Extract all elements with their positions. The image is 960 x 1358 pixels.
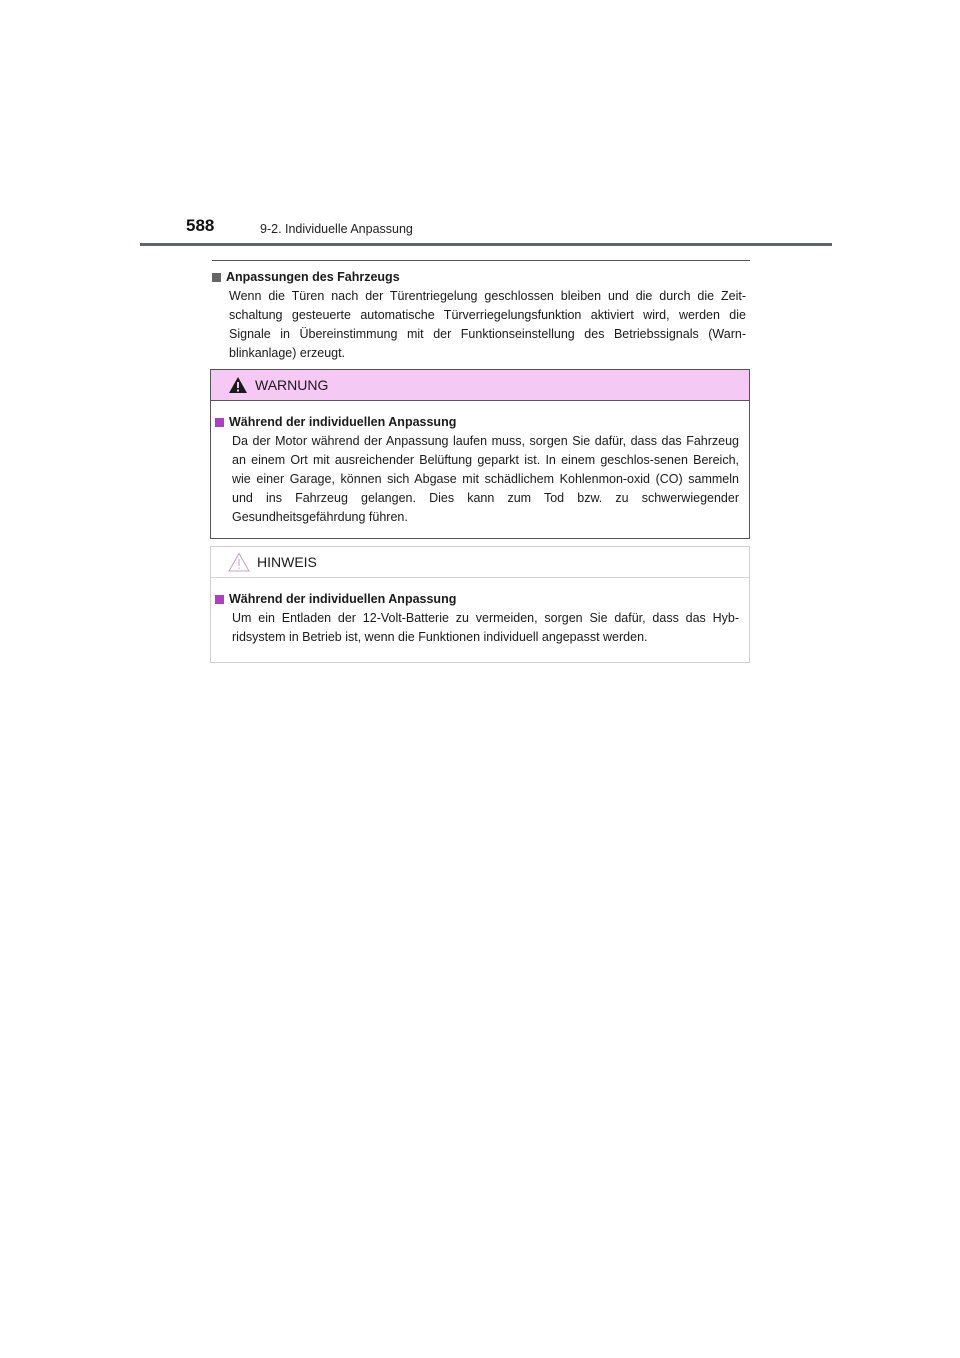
notice-box [210, 546, 750, 663]
section-paragraph: Wenn die Türen nach der Türentriegelung geschlossen bleiben und die durch die Zeit-schaltung gesteuerte automatische Türverriegelungsfunktion aktiviert wird, werden die Signale in Übereinstimmung mit der Funktionseinstellung des Betriebssignals (Warn-blinkanlage) erzeugt. [229, 289, 746, 360]
section-heading [212, 268, 746, 287]
notice-heading-text: Während der individuellen Anpassung [229, 592, 457, 606]
notice-heading [215, 590, 739, 609]
vehicle-adjustments-section [212, 268, 746, 363]
warning-box [210, 369, 750, 539]
notice-header [211, 547, 749, 578]
square-bullet-icon [215, 418, 224, 427]
section-divider [212, 260, 750, 261]
notice-content [211, 578, 749, 647]
warning-content [211, 401, 749, 527]
warning-heading [215, 413, 739, 432]
section-title: 9-2. Individuelle Anpassung [260, 222, 413, 236]
notice-paragraph: Um ein Entladen der 12-Volt-Batterie zu vermeiden, sorgen Sie dafür, dass das Hyb-ridsystem in Betrieb ist, wenn die Funktionen individuell angepasst werden. [232, 611, 739, 644]
warning-title: WARNUNG [255, 377, 329, 393]
header-rule [140, 243, 832, 246]
warning-triangle-filled-icon [228, 376, 248, 394]
square-bullet-icon [212, 273, 221, 282]
warning-heading-text: Während der individuellen Anpassung [229, 415, 457, 429]
page-number: 588 [186, 216, 215, 235]
warning-header [211, 370, 749, 401]
caution-triangle-outline-icon [228, 552, 250, 572]
warning-paragraph: Da der Motor während der Anpassung laufen muss, sorgen Sie dafür, dass das Fahrzeug an einem Ort mit ausreichender Belüftung geparkt ist. In einem geschlos-senen Bereich, wie einer Garage, können sich Abgase mit schädlichem Kohlenmon-oxid (CO) sammeln und ins Fahrzeug gelangen. Dies kann zum Tod bzw. zu schwerwiegender Gesundheitsgefährdung führen. [232, 434, 739, 524]
section-heading-text: Anpassungen des Fahrzeugs [226, 270, 400, 284]
notice-title: HINWEIS [257, 554, 317, 570]
square-bullet-icon [215, 595, 224, 604]
